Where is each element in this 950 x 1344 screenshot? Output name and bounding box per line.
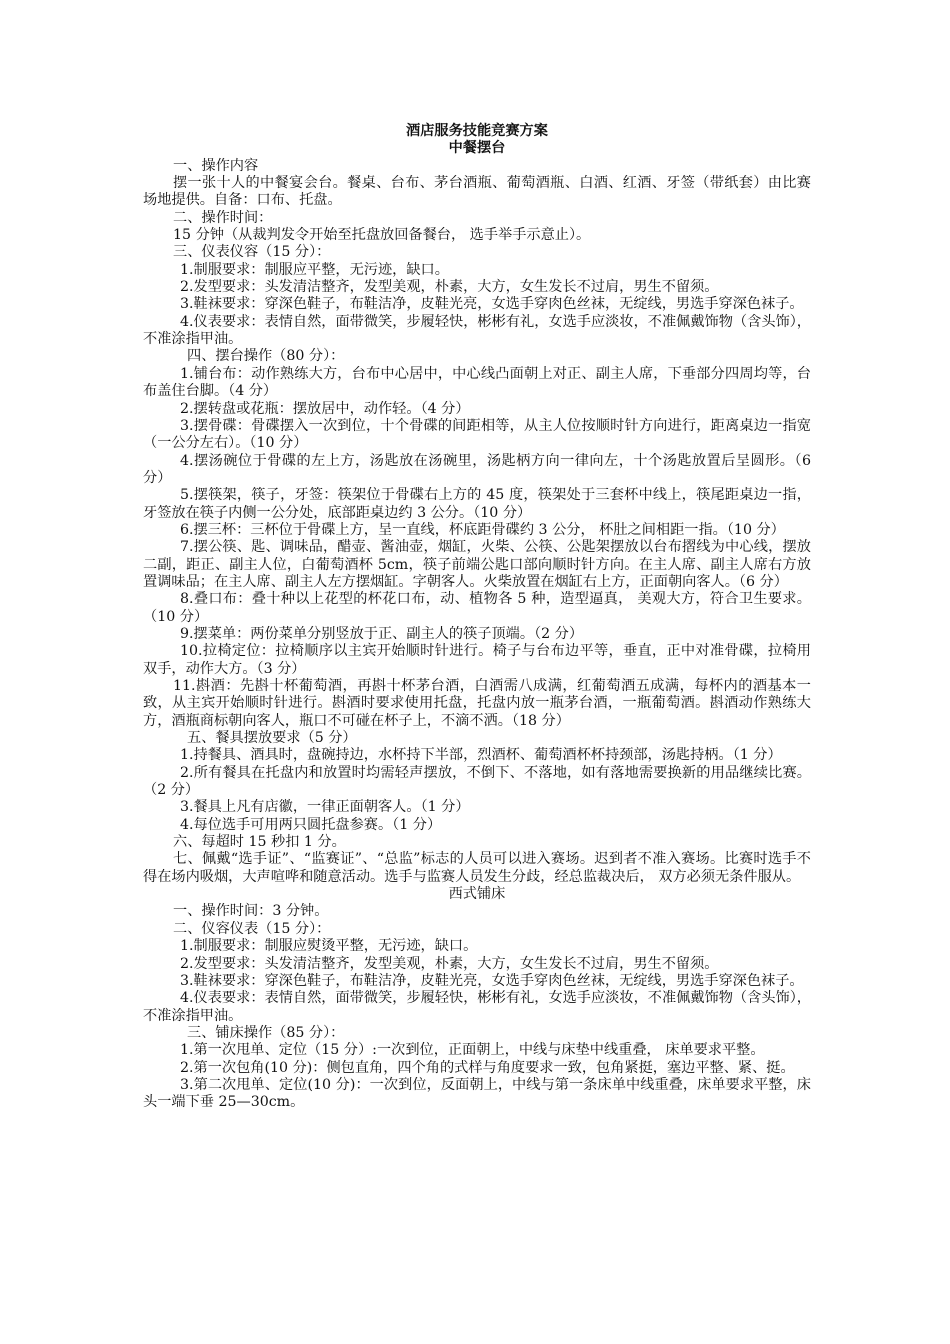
list-item: 5.摆筷架，筷子，牙签：筷架位于骨碟右上方的 45 度，筷架处于三套杯中线上，筷尾距桌边一指，牙签放在筷子内侧一公分处，底部距桌边约 3 公分。（10 分） xyxy=(143,487,811,521)
list-item: 6.摆三杯：三杯位于骨碟上方，呈一直线，杯底距骨碟约 3 公分， 杯肚之间相距一指。（10 分） xyxy=(180,521,785,538)
list-item: 3.鞋袜要求：穿深色鞋子，布鞋洁净，皮鞋光亮，女选手穿肉色丝袜，无绽线，男选手穿深色袜子。 xyxy=(180,972,804,989)
heading-bed-making-operation: 三、铺床操作（85 分）： xyxy=(187,1024,345,1041)
list-item: 4.每位选手可用两只圆托盘参赛。（1 分） xyxy=(180,816,442,833)
list-item: 2.发型要求：头发清洁整齐，发型美观，朴素，大方，女生发长不过肩，男生不留须。 xyxy=(180,279,719,296)
paragraph-overtime-rule: 六、每超时 15 秒扣 1 分。 xyxy=(173,834,346,851)
heading-table-setting-operation: 四、摆台操作（80 分）： xyxy=(187,348,345,365)
list-item: 4.摆汤碗位于骨碟的左上方，汤匙放在汤碗里，汤匙柄方向一律向左，十个汤匙放置后呈圆形。（6 分） xyxy=(143,452,811,486)
document-page xyxy=(143,123,811,1112)
list-item: 10.拉椅定位：拉椅顺序以主宾开始顺时针进行。椅子与台布边平等，垂直，正中对准骨碟，拉椅用双手，动作大方。（3 分） xyxy=(143,643,811,677)
section-title-chinese-table-setting: 中餐摆台 xyxy=(448,140,506,157)
list-item: 2.所有餐具在托盘内和放置时均需轻声摆放，不倒下、不落地，如有落地需要换新的用品继续比赛。（2 分） xyxy=(143,764,811,799)
heading-appearance-2: 二、仪容仪表（15 分）： xyxy=(173,920,331,937)
list-item: 1.制服要求：制服应熨烫平整，无污迹，缺口。 xyxy=(180,938,478,955)
list-item: 1.第一次甩单、定位（15 分）:一次到位，正面朝上，中线与床垫中线重叠， 床单要求平整。 xyxy=(180,1042,765,1059)
list-item: 1.持餐具、酒具时，盘碗持边，水杯持下半部，烈酒杯、葡萄酒杯杯持颈部，汤匙持柄。（1 分） xyxy=(180,747,782,764)
list-item: 8.叠口布：叠十种以上花型的杯花口布，动、植物各 5 种，造型逼真， 美观大方，符合卫生要求。（10 分） xyxy=(143,591,811,625)
list-item: 9.摆菜单：两份菜单分别竖放于正、副主人的筷子顶端。（2 分） xyxy=(180,625,584,642)
list-item: 1.制服要求：制服应平整，无污迹，缺口。 xyxy=(180,261,449,278)
list-item: 2.发型要求：头发清洁整齐，发型美观，朴素，大方，女生发长不过肩，男生不留须。 xyxy=(180,955,719,972)
list-item: 2.第一次包角(10 分)：侧包直角，四个角的式样与角度要求一致，包角紧挺，塞边平整、紧、挺。 xyxy=(180,1059,795,1076)
heading-operation-content: 一、操作内容 xyxy=(173,157,259,174)
list-item: 3.第二次甩单、定位(10 分)：一次到位，反面朝上，中线与第一条床单中线重叠，床单要求平整，床头一端下垂 25—30cm。 xyxy=(143,1076,811,1111)
document-title: 酒店服务技能竞赛方案 xyxy=(406,123,548,139)
heading-tableware-requirements: 五、餐具摆放要求（5 分） xyxy=(187,730,357,747)
list-item: 3.鞋袜要求：穿深色鞋子，布鞋洁净，皮鞋光亮，女选手穿肉色丝袜，无绽线，男选手穿深色袜子。 xyxy=(180,296,804,313)
heading-operation-time-2: 一、操作时间：3 分钟。 xyxy=(173,903,329,920)
paragraph-operation-time: 15 分钟（从裁判发令开始至托盘放回备餐台， 选手举手示意止）。 xyxy=(173,227,591,244)
list-item: 3.摆骨碟：骨碟摆入一次到位，十个骨碟的间距相等，从主人位按顺时针方向进行，距离桌边一指宽（一公分左右）。（10 分） xyxy=(143,417,811,452)
list-item: 4.仪表要求：表情自然，面带微笑，步履轻快，彬彬有礼，女选手应淡妆，不准佩戴饰物（含头饰），不准涂指甲油。 xyxy=(143,313,811,348)
paragraph-operation-content: 摆一张十人的中餐宴会台。餐桌、台布、茅台酒瓶、葡萄酒瓶、白酒、红酒、牙签（带纸套）由比赛场地提供。自备：口布、托盘。 xyxy=(143,175,811,209)
paragraph-venue-rules: 七、佩戴“选手证”、“监赛证”、“总监”标志的人员可以进入赛场。迟到者不准入赛场。比赛时选手不得在场内吸烟，大声喧哗和随意活动。选手与监赛人员发生分歧，经总监裁决后， 双方必须无条件服从。 xyxy=(143,851,811,885)
heading-operation-time: 二、操作时间： xyxy=(173,209,273,226)
list-item: 3.餐具上凡有店徽，一律正面朝客人。（1 分） xyxy=(180,799,470,816)
list-item: 11.斟酒：先斟十杯葡萄酒，再斟十杯茅台酒，白酒需八成满，红葡萄酒五成满，每杯内的酒基本一致，从主宾开始顺时针进行。斟酒时要求使用托盘，托盘内放一瓶茅台酒，一瓶葡萄酒。斟酒动作熟练大方，酒瓶商标朝向客人，瓶口不可碰在杯子上，不滴不洒。（18 分） xyxy=(143,678,811,729)
list-item: 7.摆公筷、匙、调味品，醋壶、酱油壶，烟缸，火柴、公筷、公匙架摆放以台布摺线为中心线，摆放二副，距正、副主人位，白葡萄酒杯 5cm，筷子前端公匙口部向顺时针方向。在主人席、副主人席右方放置调味品；在主人席、副主人左方摆烟缸。字朝客人。火柴放置在烟缸右上方，正面朝向客人。（6 分） xyxy=(143,539,811,590)
list-item: 1.铺台布：动作熟练大方，台布中心居中，中心线凸面朝上对正、副主人席，下垂部分四周均等，台布盖住台脚。（4 分） xyxy=(143,365,811,400)
list-item: 4.仪表要求：表情自然，面带微笑，步履轻快，彬彬有礼，女选手应淡妆，不准佩戴饰物（含头饰），不准涂指甲油。 xyxy=(143,990,811,1024)
section-title-western-bed-making: 西式铺床 xyxy=(448,886,506,903)
list-item: 2.摆转盘或花瓶：摆放居中，动作轻。（4 分） xyxy=(180,400,470,417)
heading-appearance: 三、仪表仪容（15 分）： xyxy=(173,244,331,261)
